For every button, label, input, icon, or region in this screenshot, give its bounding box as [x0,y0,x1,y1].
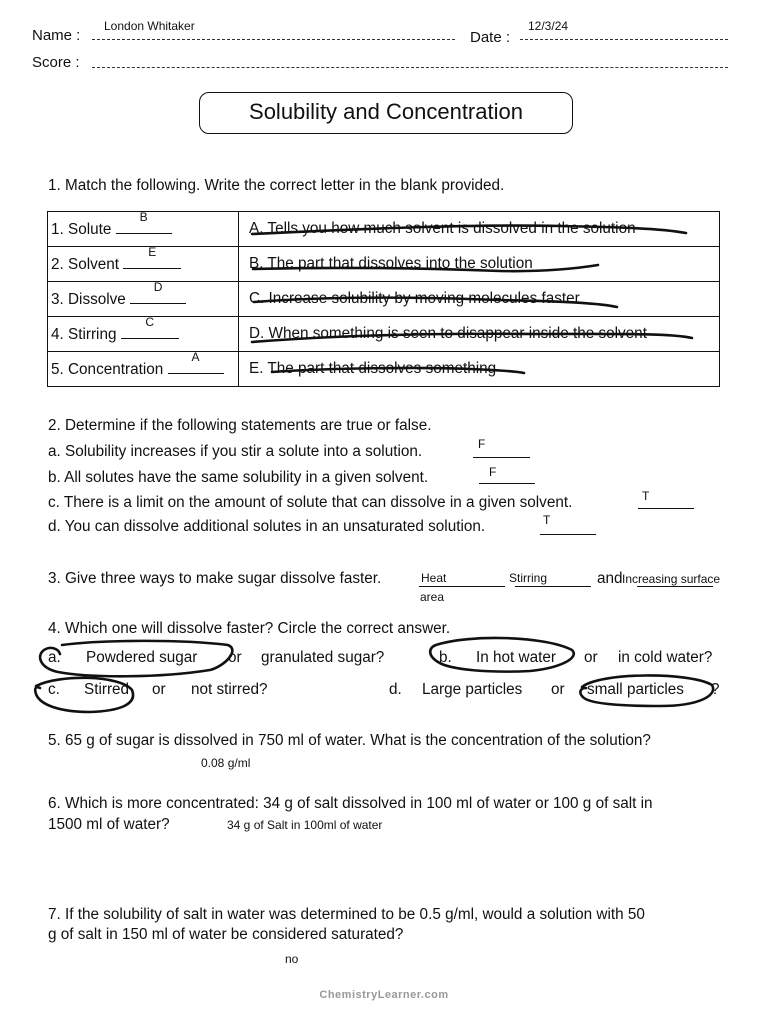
q7-prompt-line-1: 7. If the solubility of salt in water was determined to be 0.5 g/ml, would a solution with 50 [48,906,645,923]
q3-prompt: 3. Give three ways to make sugar dissolve faster. [48,570,382,587]
q4-c-or: or [152,681,166,698]
q7-prompt-line-2: g of salt in 150 ml of water be considered saturated? [48,926,404,943]
date-label: Date : [470,29,511,46]
table-row [48,282,720,317]
answer-value: A [191,350,200,364]
answer-blank[interactable] [130,280,186,304]
definition-cell [239,282,720,317]
q4-prompt: 4. Which one will dissolve faster? Circle the correct answer. [48,620,451,637]
name-value[interactable]: London Whitaker [104,19,195,33]
table-row [48,212,720,247]
q4-b-option-1[interactable]: In hot water [476,649,556,666]
term-cell [48,212,239,247]
q2-blank-b[interactable] [479,483,535,484]
q4-d-or: or [551,681,565,698]
score-label: Score : [32,54,80,71]
definition-text: B. The part that dissolves into the solution [249,255,533,272]
q3-blank-1[interactable] [419,586,505,587]
definition-cell [239,317,720,352]
q6-prompt-line-2: 1500 ml of water? [48,816,170,833]
term-label: 2. Solvent [51,256,120,273]
term-label: 3. Dissolve [51,291,126,308]
q4-d-option-1[interactable]: Large particles [422,681,523,698]
q4-b-letter: b. [439,649,452,666]
q2-prompt: 2. Determine if the following statements are true or false. [48,417,432,434]
q4-c-option-1[interactable]: Stirred [84,681,130,698]
answer-blank[interactable] [121,315,179,339]
definition-text: E. The part that dissolves something [249,360,497,377]
definition-cell [239,247,720,282]
q4-a-or: or [228,649,242,666]
term-cell [48,282,239,317]
answer-value: C [145,315,155,329]
q2-blank-c[interactable] [638,508,694,509]
q4-b-option-2[interactable]: in cold water? [618,649,713,666]
q2-item-b: b. All solutes have the same solubility in a given solvent. [48,469,429,486]
date-line [520,39,728,40]
answer-blank[interactable] [116,210,172,234]
term-cell [48,352,239,387]
answer-value: D [153,280,163,294]
q4-a-option-2[interactable]: granulated sugar? [261,649,385,666]
definition-cell [239,352,720,387]
q4-d-qmark: ? [711,681,720,698]
table-row [48,317,720,352]
definition-text: C. Increase solubility by moving molecules faster [249,290,580,307]
term-label: 5. Concentration [51,361,164,378]
q4-c-letter: c. [48,681,60,698]
footer-watermark: ChemistryLearner.com [319,989,449,1001]
q5-answer[interactable]: 0.08 g/ml [201,756,251,770]
q2-item-d: d. You can dissolve additional solutes in an unsaturated solution. [48,518,486,535]
q2-blank-a[interactable] [473,457,530,458]
q4-c-option-2[interactable]: not stirred? [191,681,268,698]
answer-value: B [139,210,148,224]
answer-value: E [148,245,157,259]
definition-text: D. When something is seen to disappear inside the solvent [249,325,647,342]
q2-item-a: a. Solubility increases if you stir a solute into a solution. [48,443,423,460]
definition-text: A. Tells you how much solvent is dissolved in the solution [249,220,636,237]
q4-d-letter: d. [389,681,402,698]
q2-answer-c: T [642,489,650,503]
answer-blank[interactable] [123,245,181,269]
q5-prompt: 5. 65 g of sugar is dissolved in 750 ml of water. What is the concentration of the solution? [48,732,651,749]
q2-answer-a: F [478,437,486,451]
q1-prompt: 1. Match the following. Write the correct letter in the blank provided. [48,177,505,194]
table-row [48,247,720,282]
q4-b-or: or [584,649,598,666]
q3-blank-2[interactable] [515,586,591,587]
q4-d-option-2[interactable]: small particles [587,681,684,698]
date-value[interactable]: 12/3/24 [528,19,569,33]
definition-cell [239,212,720,247]
term-label: 1. Solute [51,221,112,238]
q2-answer-d: T [543,513,551,527]
q3-answer-1-cont: area [420,590,445,604]
q4-a-option-1[interactable]: Powdered sugar [86,649,198,666]
answer-blank[interactable] [168,350,224,374]
matching-table [47,211,720,387]
name-label: Name : [32,27,81,44]
q6-answer[interactable]: 34 g of Salt in 100ml of water [227,818,383,832]
q2-item-c: c. There is a limit on the amount of solute that can dissolve in a given solvent. [48,494,573,511]
score-line [92,67,728,68]
q6-prompt-line-1: 6. Which is more concentrated: 34 g of salt dissolved in 100 ml of water or 100 g of salt in [48,795,653,812]
name-line [92,39,455,40]
q3-and: and [597,570,623,587]
q3-answer-1: Heat [421,571,447,585]
q2-answer-b: F [489,465,497,479]
q3-answer-2: Stirring [509,571,548,585]
term-cell [48,317,239,352]
page-title: Solubility and Concentration [249,99,523,124]
q2-blank-d[interactable] [540,534,596,535]
term-label: 4. Stirring [51,326,117,343]
table-row [48,352,720,387]
q3-blank-3[interactable] [637,586,713,587]
q4-a-letter: a. [48,649,61,666]
term-cell [48,247,239,282]
q3-answer-3: Increasing surface [622,572,721,586]
q7-answer[interactable]: no [285,952,299,966]
